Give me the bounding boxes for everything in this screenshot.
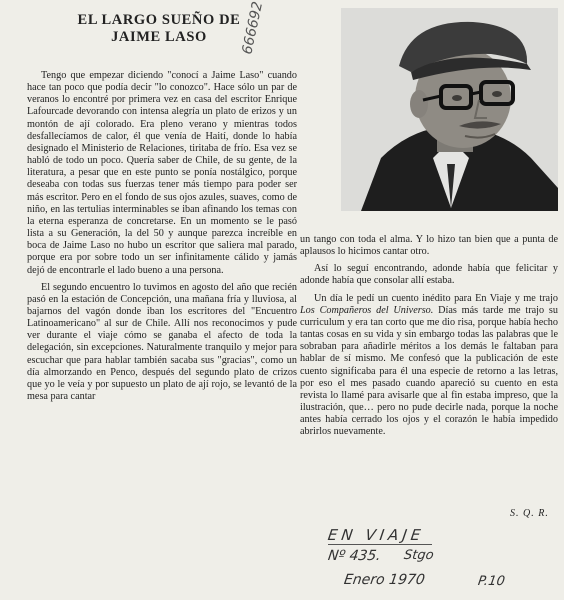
handwritten-place: Stgo <box>402 548 435 563</box>
paragraph-2: El segundo encuentro lo tuvimos en agosto del año que recién pasó en la estación de Concepción, una mañana fría y lluviosa, al bajarnos del vagón donde iban los escritores del "Encuentro Latinoamericano" al sur de Chile. Allí nos reconocimos y pude ver durante el viaje cómo se ganaba el afecto de toda la delegación, sin excepciones. Naturalmente tranquilo y mejor para escuchar que para hablar también sacaba sus "gracias", como un día almorzando en Penco, después del segundo plato de crizos que yo le veía y por supuesto un plato de ají rojo, se levantó de la mesa para cantar <box>27 281 297 403</box>
portrait-illustration <box>341 8 558 211</box>
paragraph-2-continued: un tango con toda el alma. Y lo hizo tan bien que a punta de aplausos lo hicimos cantar otro. <box>300 234 558 258</box>
article-right-column <box>300 234 558 444</box>
author-portrait-photo <box>341 8 558 211</box>
handwritten-id-number: 666692 <box>239 0 267 56</box>
handwritten-source: EN VIAJE <box>326 526 426 544</box>
article-left-column <box>27 70 297 408</box>
story-title: Los Compañeros del Universo. <box>300 304 434 316</box>
handwritten-date: Enero 1970 <box>342 572 426 588</box>
paragraph-4-rest: Días más tarde me trajo su curriculum y era tan corto que me dio risa, porque había hecho tantas cosas en su vida y sin embargo todas las palabras que le sobraban para añadirle méritos a los demás le faltaban para hablar de sí mismo. Me confesó que la publicación de este cuento significaba para él una especie de retorno a las letras, por eso el mes pasado cuando apareció su cuento en esta revista lo llamé para avisarle que al fin estaba impreso, que la ilustración, que… pero no pude decirle nada, porque la noche antes había cerrado los ojos y el corazón le había impedido abrirlos nuevamente. <box>300 304 558 438</box>
handwritten-issue-number: Nº 435. <box>326 548 382 564</box>
title-line-1: EL LARGO SUEÑO DE <box>77 12 241 28</box>
paragraph-1: Tengo que empezar diciendo "conocí a Jaime Laso" cuando hace tan poco que podía decir "lo conozco". Hace sólo un par de veranos lo encontré por primera vez en casa del escritor Enrique Lafourcade devorando con intensa alegría un plato de erizos y un montón de ají colorado. Era pleno verano y mientras todos desfallecíamos de calor, él que venía de Haití, donde lo había designado el Ministerio de Relaciones, tiritaba de frío. Esa vez se habló de todo un poco. Quería saber de Chile, de su gente, de la literatura, a pesar que en este punto se ponía nostálgico, porque deseaba con todas sus fuerzas tener más tiempo para poder ser más escritor. Pero en el fondo de sus ojos azules, suaves, como de niño, en las tertulias interminables se iban afinando los temas con la eterna esperanza de concretarse. En un momento se le pasó lista a su Generación, la del 50 y aunque parezca increíble en boca de Jaime Laso no hubo un escritor que saliera mal parado, porque era por sobre todo un ser infinitamente cálido y jamás dejó de encontrarle el lado bueno a una persona. <box>27 70 297 276</box>
title-line-2: JAIME LASO <box>111 29 207 45</box>
handwritten-underline <box>328 544 432 545</box>
paragraph-3: Así lo seguí encontrando, adonde había que felicitar y adonde había que consolar allí estaba. <box>300 263 558 287</box>
handwritten-page: P.10 <box>476 574 506 589</box>
author-initials: S. Q. R. <box>510 508 549 519</box>
paragraph-4-start: Un día le pedí un cuento inédito para En Viaje y me trajo <box>314 292 558 304</box>
paragraph-4 <box>300 293 558 439</box>
